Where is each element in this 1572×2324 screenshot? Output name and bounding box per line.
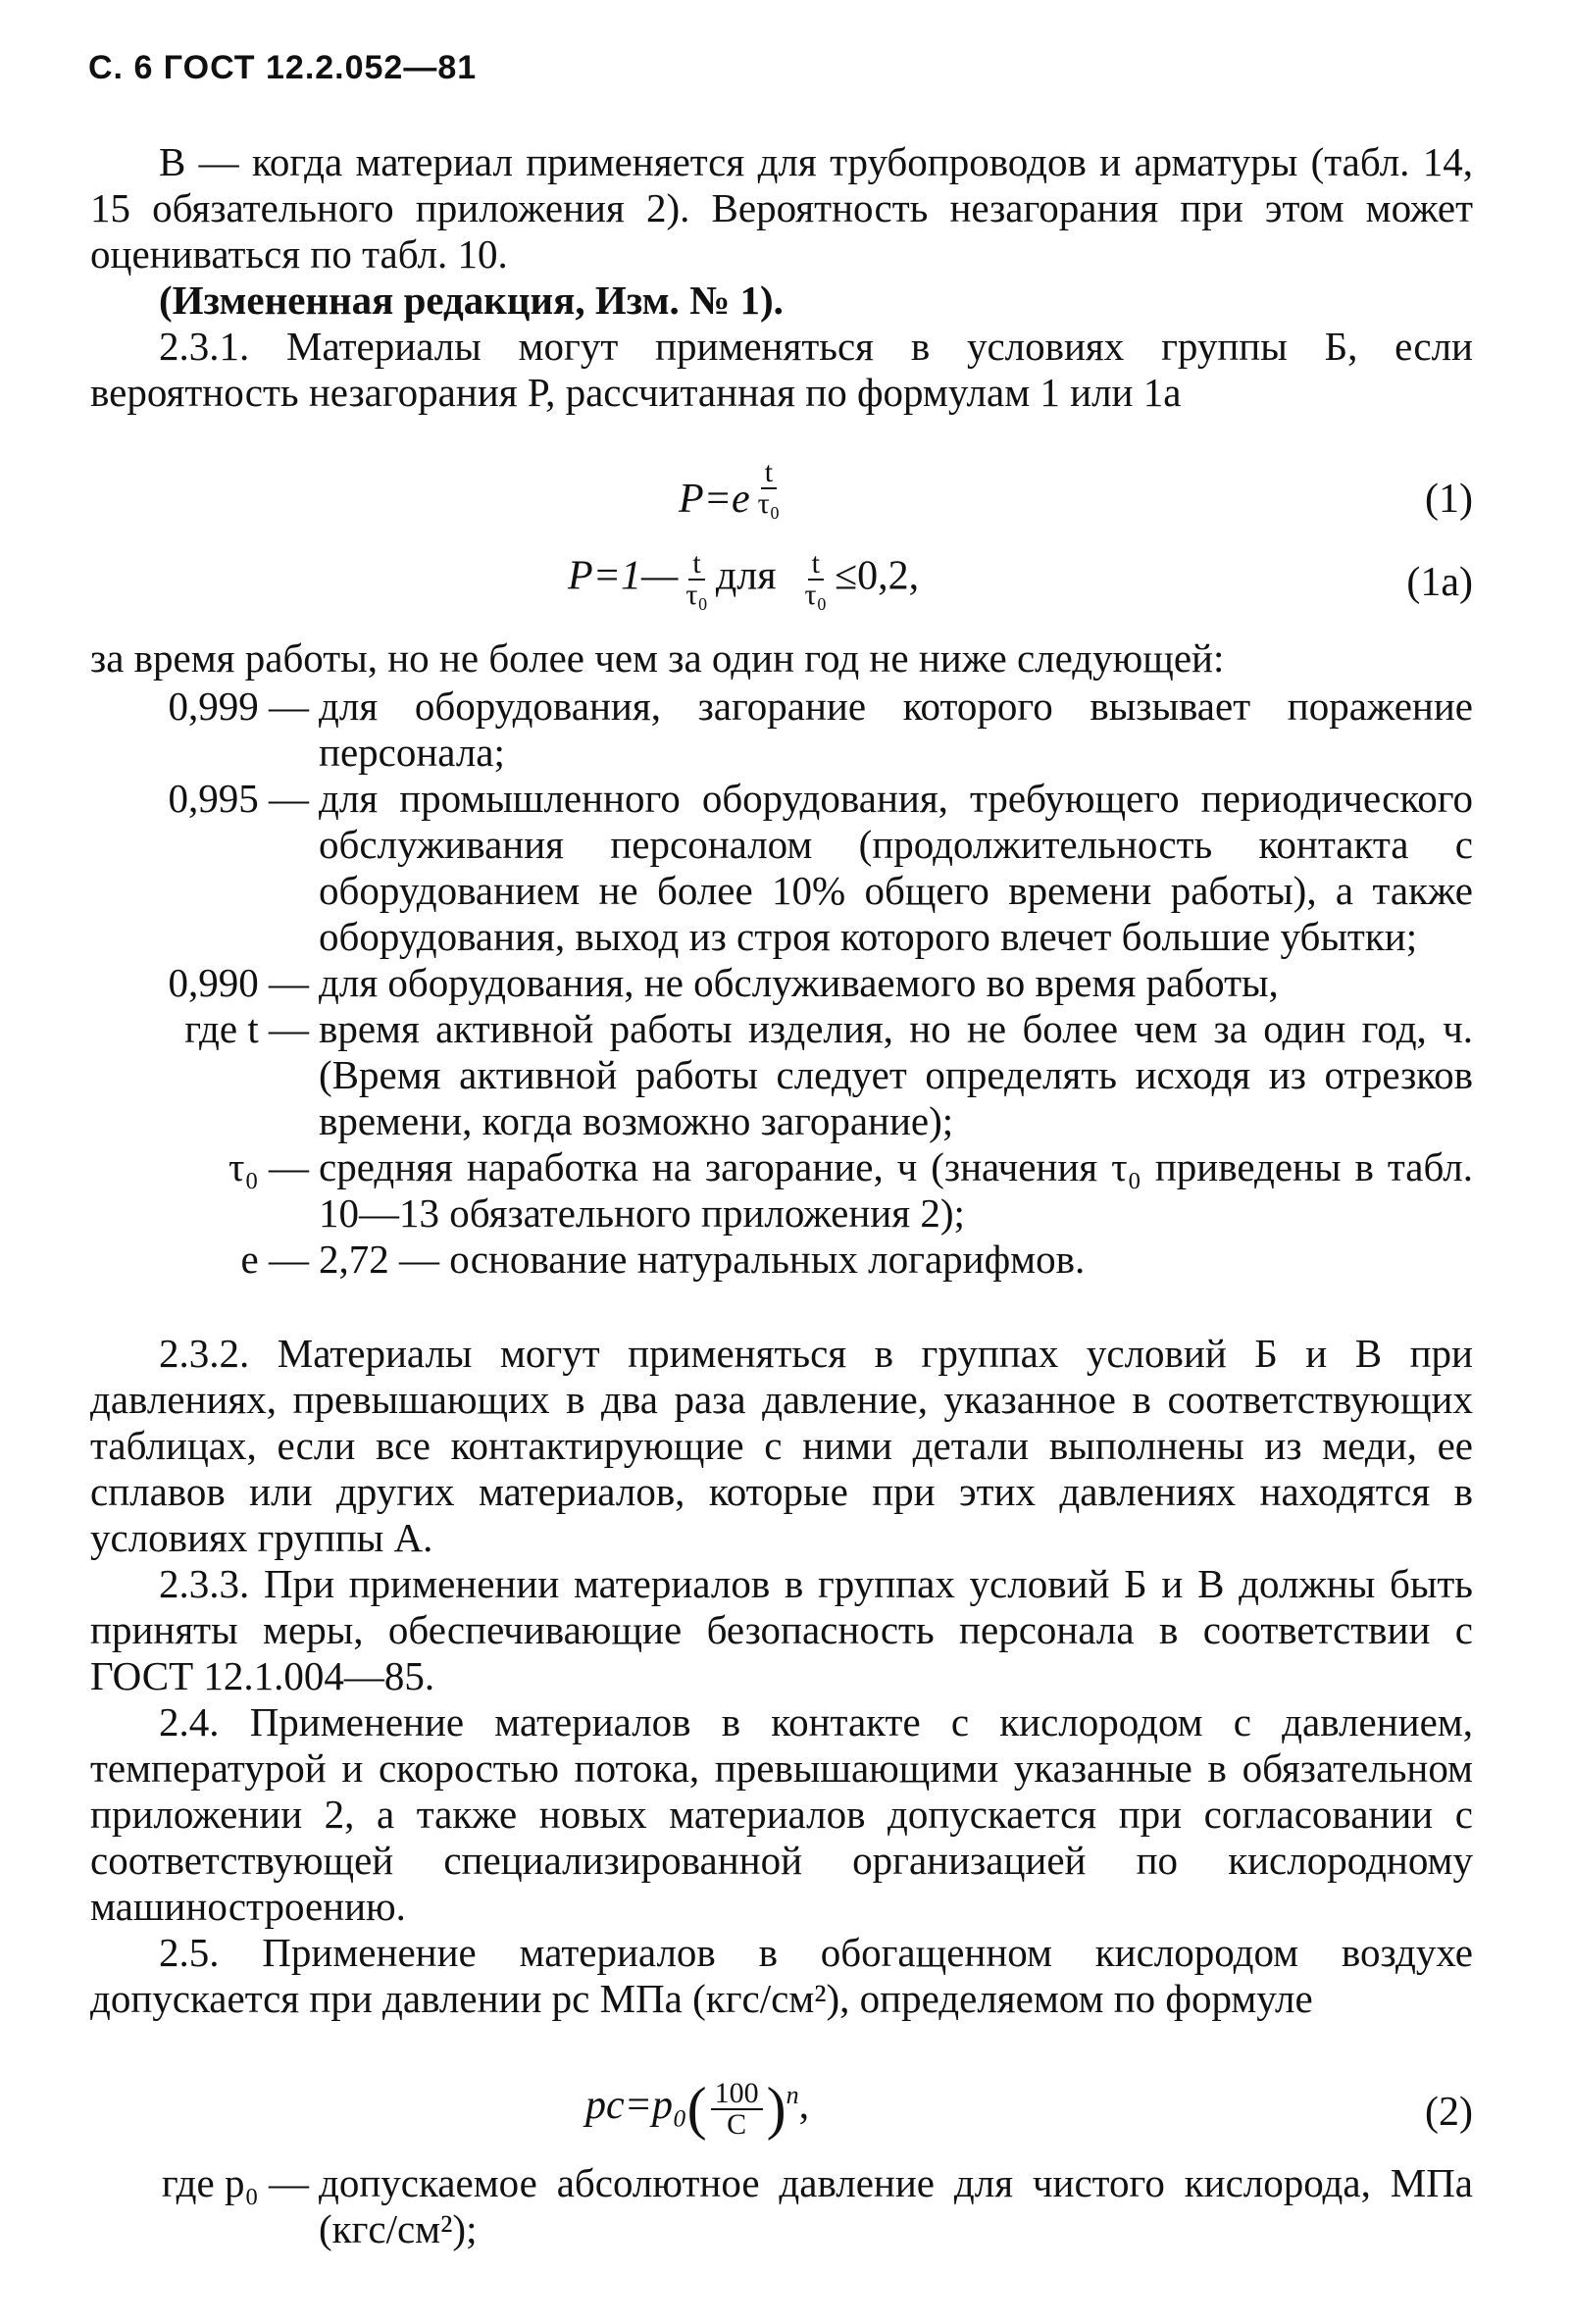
definition-key: 0,999 — xyxy=(168,683,309,729)
definitions-list xyxy=(90,683,1473,1283)
definition-item xyxy=(90,2160,1473,2252)
formula-1-lhs: P=e xyxy=(679,477,750,522)
definition-item xyxy=(90,776,1473,960)
paragraph-2-3-3: 2.3.3. При применении материалов в группах условий Б и В должны быть приняты меры, обеспечивающие безопасность персонала в соответствии с ГОСТ 12.1.004—85. xyxy=(90,1561,1473,1698)
edit-note: (Измененная редакция, Изм. № 1). xyxy=(159,278,784,323)
definition-text: допускаемое абсолютное давление для чистого кислорода, МПа (кгс/см²); xyxy=(319,2160,1473,2251)
final-definition xyxy=(90,2160,1473,2252)
formula-2: pс=p₀( $\frac{100}{C}$ )$^n$, (2) xyxy=(585,2076,1473,2141)
formula-2-left-paren: ( xyxy=(686,2076,707,2141)
formula-1-number: (1) xyxy=(1425,477,1473,522)
formula-1a-frac-den: τ₀ xyxy=(685,579,708,611)
definition-item xyxy=(90,960,1473,1006)
definition-text: для оборудования, загорание которого вызывает поражение персонала; xyxy=(319,683,1473,775)
formula-1a-cond-num: t xyxy=(808,549,824,581)
main-paragraphs xyxy=(90,1331,1473,2022)
paragraph-group-b: В — когда материал применяется для трубопроводов и арматуры (табл. 14, 15 обязательного приложения 2). Вероятность незагорания при этом может оцениваться по табл. 10. xyxy=(90,139,1473,277)
definition-key: где p₀ — xyxy=(161,2160,309,2205)
formula-2-right-paren: ) xyxy=(766,2076,786,2141)
page-header: С. 6 ГОСТ 12.2.052—81 xyxy=(88,49,478,86)
formula-1a xyxy=(90,547,1473,611)
definition-key: 0,995 — xyxy=(168,776,309,821)
formula-2-number: (2) xyxy=(1425,2090,1473,2135)
formula-2-frac-den: C xyxy=(727,2107,747,2141)
definition-text: время активной работы изделия, но не более чем за один год, ч. (Время активной работы следует определять исходя из отрезков времени, когда возможно загорание); xyxy=(319,1006,1473,1143)
formula-2-frac-num: 100 xyxy=(711,2079,763,2110)
formula-2-lhs: pс=p₀ xyxy=(585,2083,687,2129)
paragraph-after-formula: за время работы, но не более чем за один год не ниже следующей: xyxy=(90,635,1225,681)
formula-2-exponent: n xyxy=(786,2081,799,2110)
paragraph-2-5: 2.5. Применение материалов в обогащенном кислородом воздухе допускается при давлении pс МПа (кгс/см²), определяемом по формуле xyxy=(90,1930,1473,2021)
after-formula-text xyxy=(90,635,1473,682)
definition-key: где t — xyxy=(184,1006,309,1051)
formula-1a-cond-den: τ₀ xyxy=(804,579,828,611)
definition-item xyxy=(90,1237,1473,1283)
paragraph-2-3-1: 2.3.1. Материалы могут применяться в условиях группы Б, если вероятность незагорания P, рассчитанная по формулам 1 или 1а xyxy=(90,324,1473,415)
formula-1a-condition-fraction xyxy=(801,549,832,610)
definition-item xyxy=(90,1006,1473,1144)
paragraph-2-4: 2.4. Применение материалов в контакте с кислородом с давлением, температурой и скоростью потока, превышающими указанные в обязательном приложении 2, а также новых материалов допускается при согласовании с соответствующей специализированной организацией по кислородному машиностроению. xyxy=(90,1699,1473,1929)
formula-1-exp-den: τ₀ xyxy=(757,487,781,520)
formula-1a-fraction xyxy=(682,549,712,610)
definition-text: для оборудования, не обслуживаемого во время работы, xyxy=(319,960,1279,1005)
definition-item xyxy=(90,683,1473,776)
definition-key: 0,990 — xyxy=(168,960,309,1005)
formula-2-fraction xyxy=(711,2076,763,2141)
formula-1a-frac-num: t xyxy=(688,549,704,581)
formula-1a-lhs: P=1— xyxy=(568,553,679,599)
formula-1a-condition: ≤0,2, xyxy=(835,553,920,599)
paragraph-2-3-2: 2.3.2. Материалы могут применяться в группах условий Б и В при давлениях, превышающих в два раза давление, указанное в соответствующих таблицах, если все контактирующие с ними детали выполнены из меди, ее сплавов или других материалов, которые при этих давлениях находятся в условиях группы А. xyxy=(90,1331,1473,1560)
definition-item xyxy=(90,1144,1473,1237)
definition-text: 2,72 — основание натуральных логарифмов. xyxy=(319,1237,1086,1282)
definition-text: средняя наработка на загорание, ч (значения τ₀ приведены в табл. 10—13 обязательного приложения 2); xyxy=(319,1144,1473,1236)
formula-1 xyxy=(90,456,1473,525)
definition-text: для промышленного оборудования, требующего периодического обслуживания персоналом (продолжительность контакта с оборудованием не более 10% общего времени работы), а также оборудования, выход из строя которого влечет большие убытки; xyxy=(319,776,1473,959)
definition-key: τ₀ — xyxy=(228,1144,309,1189)
intro-block xyxy=(90,139,1473,416)
formula-1a-number: (1а) xyxy=(1406,560,1473,605)
definition-key: е — xyxy=(240,1237,309,1282)
formula-1a-for: для xyxy=(715,553,777,599)
formula-1-exp-num: t xyxy=(761,458,777,489)
formula-1-exponent xyxy=(754,458,785,519)
